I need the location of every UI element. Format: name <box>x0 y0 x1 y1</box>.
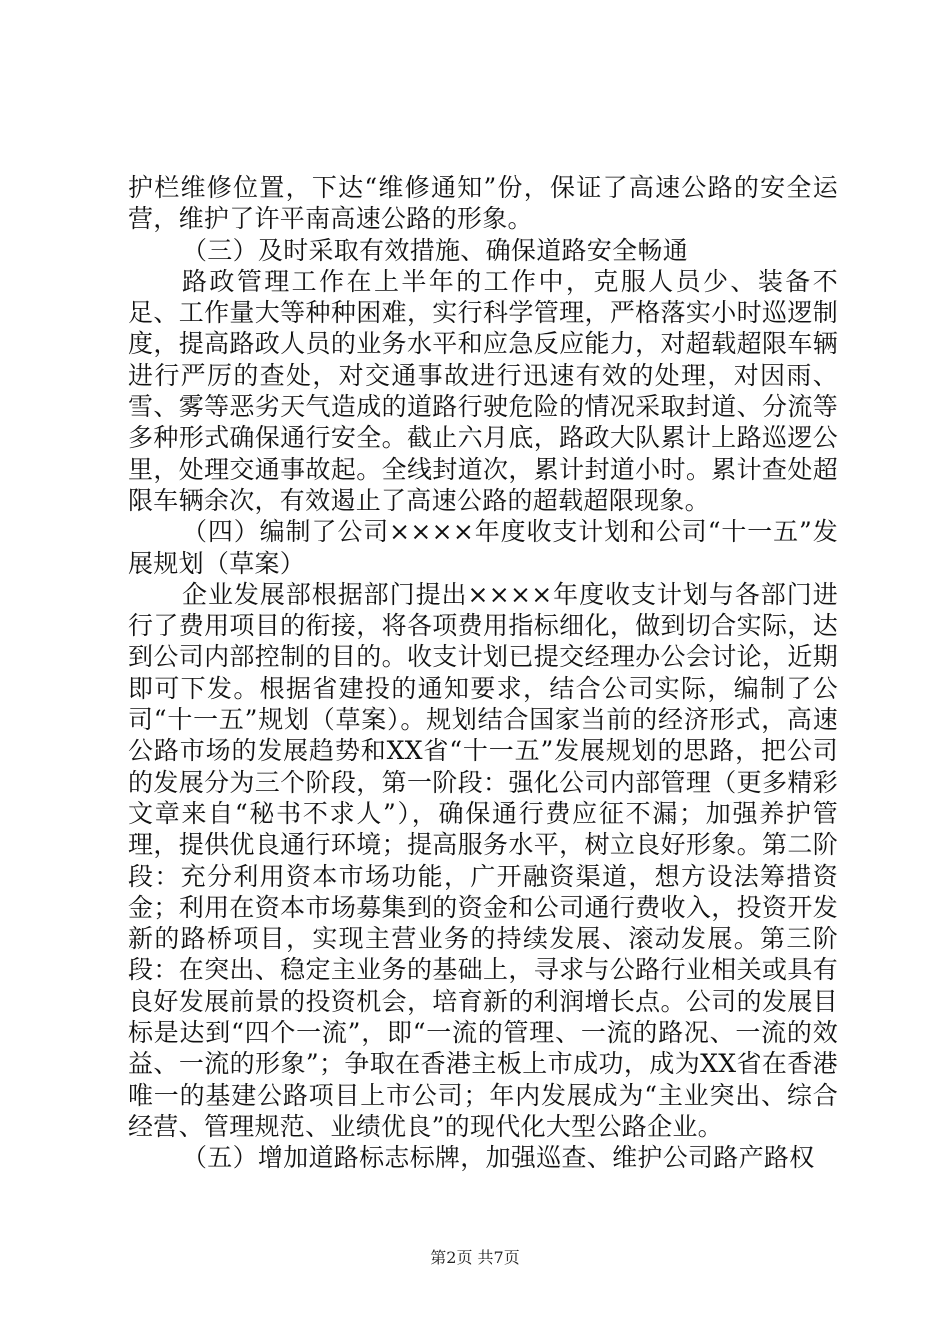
section-heading-4: （四）编制了公司××××年度收支计划和公司“十一五”发展规划（草案） <box>128 517 838 578</box>
document-page <box>128 172 838 1174</box>
section-heading-3: （三）及时采取有效措施、确保道路安全畅通 <box>182 235 689 265</box>
paragraph-continued: 护栏维修位置，下达“维修通知”份，保证了高速公路的安全运营，维护了许平南高速公路的形象。 <box>128 173 838 234</box>
paragraph-development-plan: 企业发展部根据部门提出××××年度收支计划与各部门进行了费用项目的衔接，将各项费用指标细化，做到切合实际，达到公司内部控制的目的。收支计划已提交经理办公会讨论，近期即可下发。根据省建投的通知要求，结合公司实际，编制了公司“十一五”规划（草案）。规划结合国家当前的经济形式，高速公路市场的发展趋势和XX省“十一五”发展规划的思路，把公司的发展分为三个阶段，第一阶段：强化公司内部管理（更多精彩文章来自“秘书不求人”），确保通行费应征不漏；加强养护管理，提供优良通行环境；提高服务水平，树立良好形象。第二阶段：充分利用资本市场功能，广开融资渠道，想方设法筹措资金；利用在资本市场募集到的资金和公司通行费收入，投资开发新的路桥项目，实现主营业务的持续发展、滚动发展。第三阶段：在突出、稳定主业务的基础上，寻求与公路行业相关或具有良好发展前景的投资机会，培育新的利润增长点。公司的发展目标是达到“四个一流”，即“一流的管理、一流的路况、一流的效益、一流的形象”；争取在香港主板上市成功，成为XX省在香港唯一的基建公路项目上市公司；年内发展成为“主业突出、综合经营、管理规范、业绩优良”的现代化大型公路企业。 <box>128 579 838 1141</box>
section-heading-5: （五）增加道路标志标牌，加强巡查、维护公司路产路权 <box>182 1143 815 1173</box>
paragraph-road-management: 路政管理工作在上半年的工作中，克服人员少、装备不足、工作量大等种种困难，实行科学管理，严格落实小时巡逻制度，提高路政人员的业务水平和应急反应能力，对超载超限车辆进行严厉的查处，对交通事故进行迅速有效的处理，对因雨、雪、雾等恶劣天气造成的道路行驶危险的情况采取封道、分流等多种形式确保通行安全。截止六月底，路政大队累计上路巡逻公里，处理交通事故起。全线封道次，累计封道小时。累计查处超限车辆余次，有效遏止了高速公路的超载超限现象。 <box>128 266 838 515</box>
page-footer: 第2页 共7页 <box>430 1248 520 1267</box>
